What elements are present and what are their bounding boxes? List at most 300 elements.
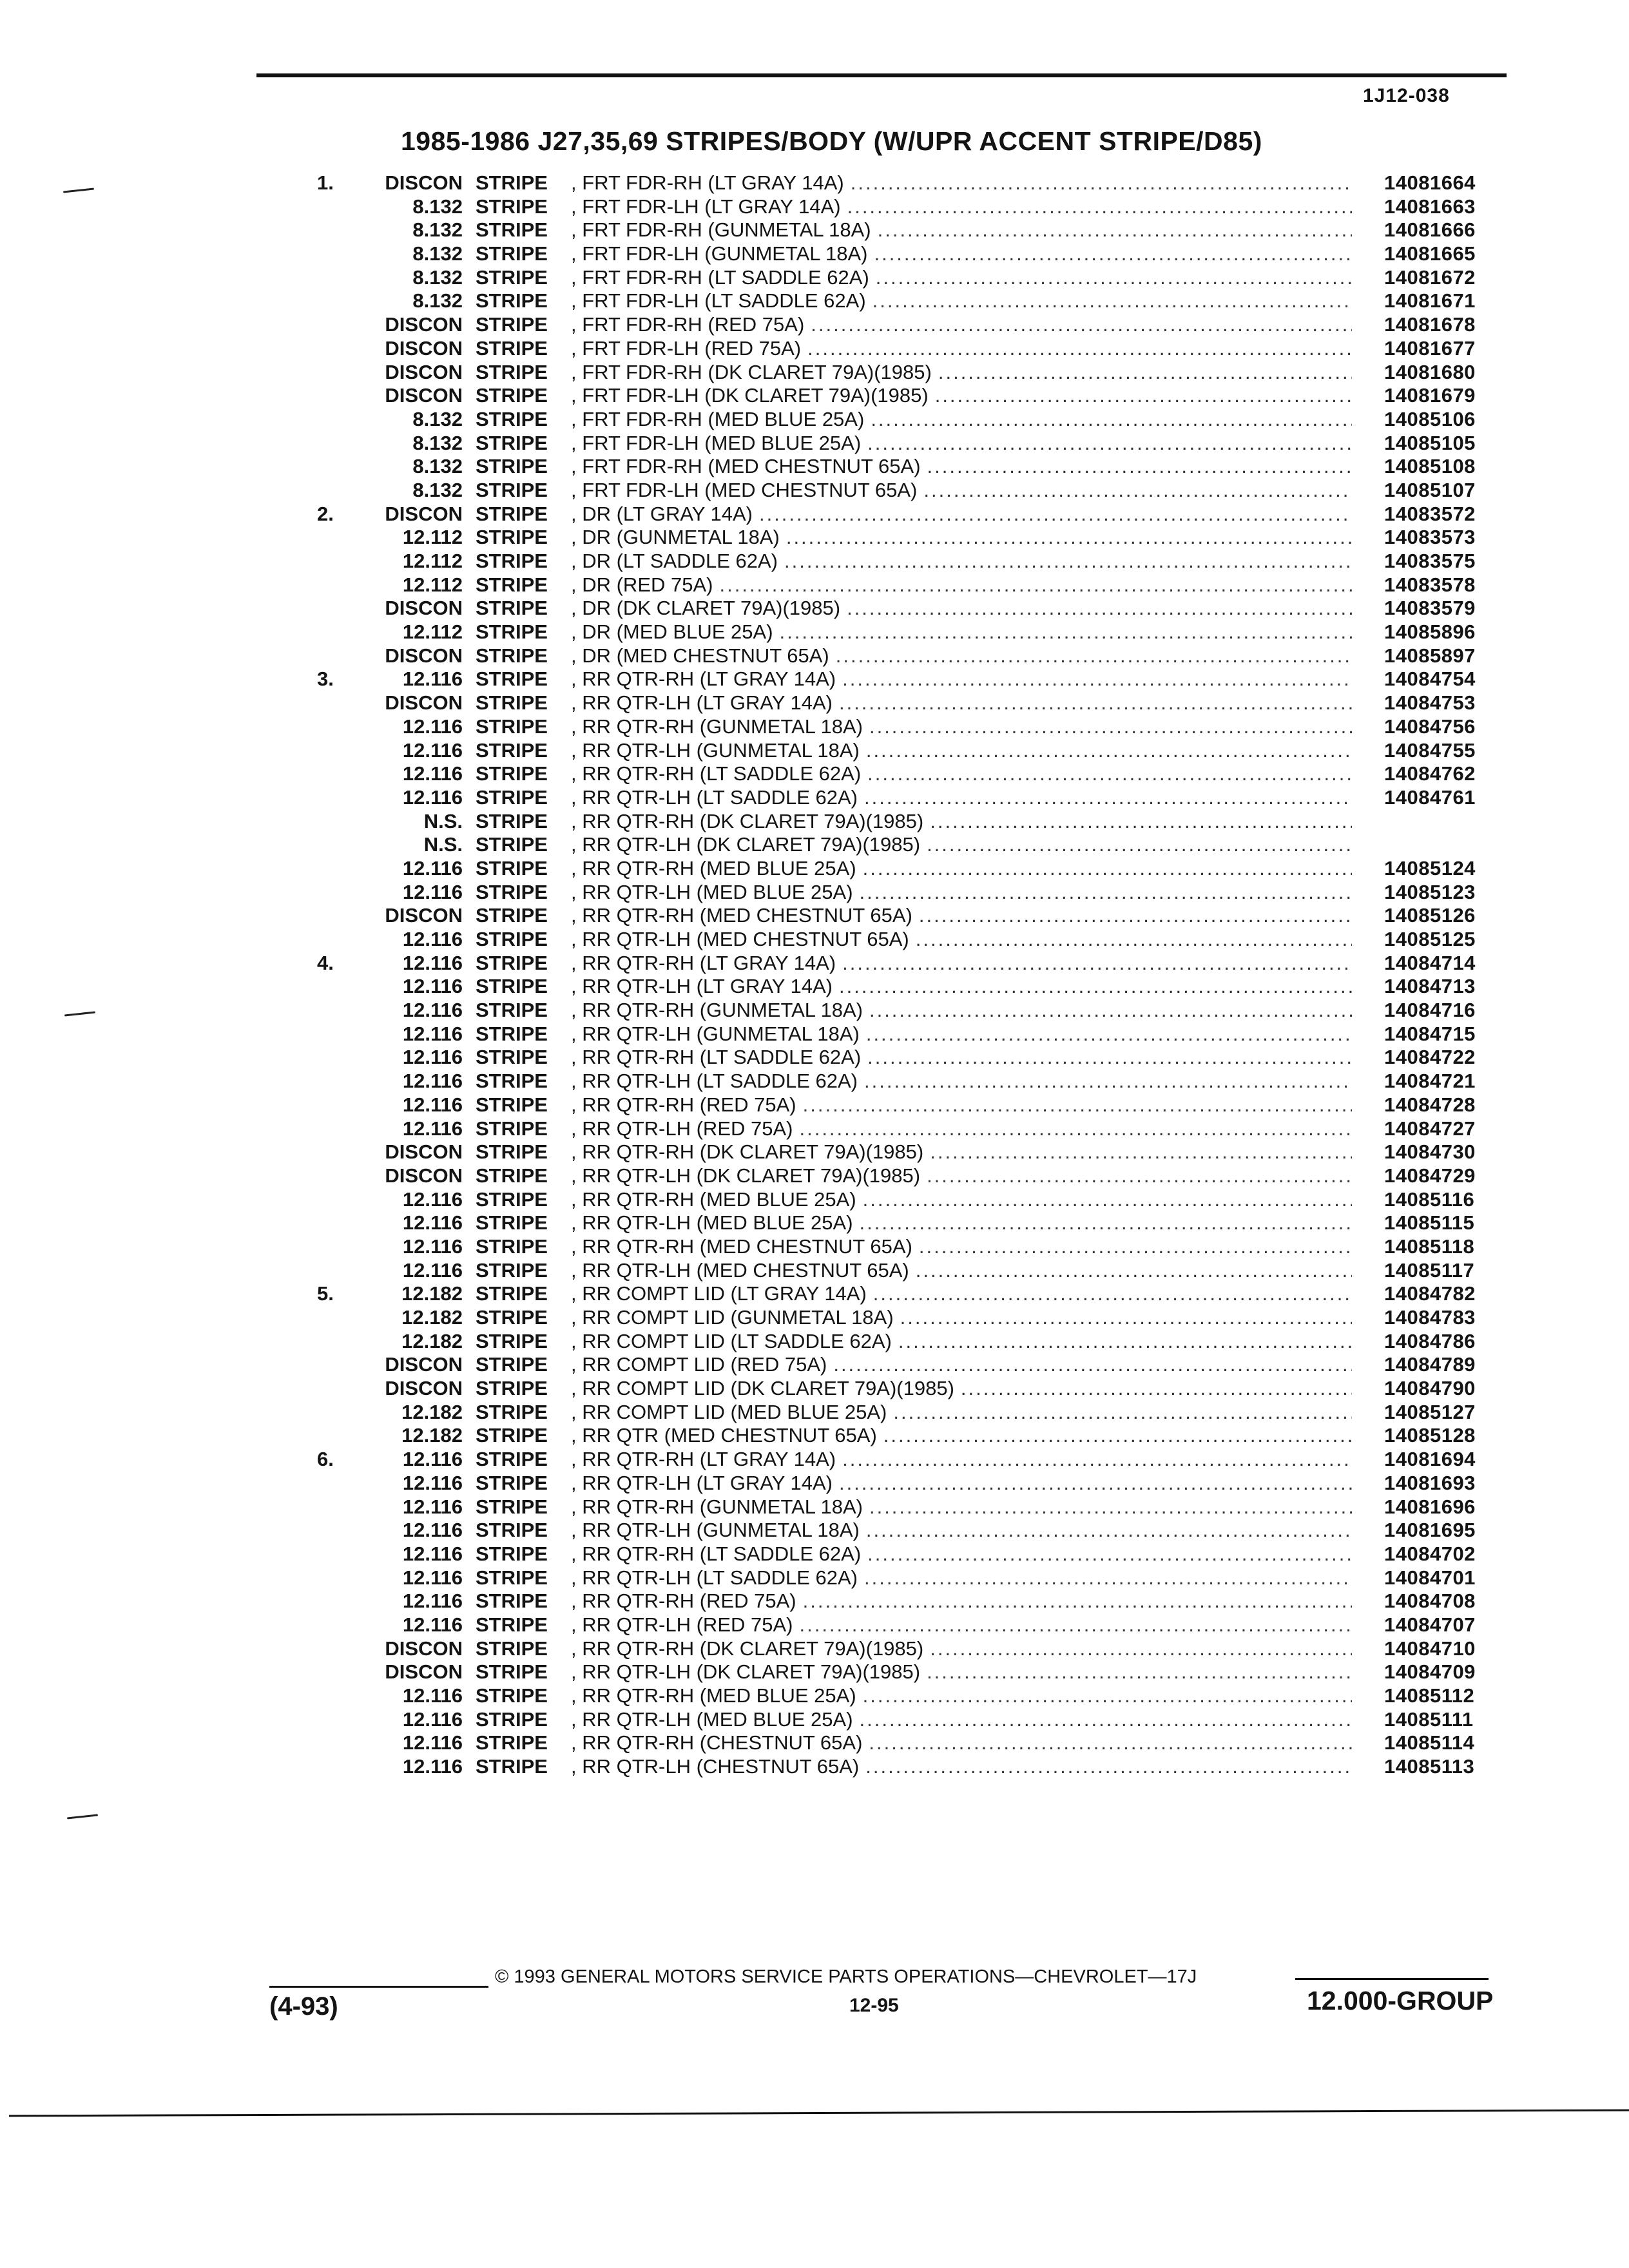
dot-leader [935, 384, 1352, 408]
part-number: 14081679 [1384, 384, 1476, 407]
part-row [0, 503, 1629, 526]
dot-leader [866, 739, 1352, 763]
part-row [0, 1377, 1629, 1401]
part-row [0, 620, 1629, 644]
part-name: STRIPE [476, 1400, 548, 1423]
part-number: 14084708 [1384, 1590, 1476, 1613]
dot-leader [869, 1495, 1352, 1519]
part-description: , RR QTR-LH (LT GRAY 14A) [571, 1471, 833, 1494]
part-number: 14084754 [1384, 668, 1476, 691]
part-row [0, 1306, 1629, 1330]
description-cell [571, 881, 1352, 905]
part-description: , RR COMPT LID (DK CLARET 79A)(1985) [571, 1377, 954, 1400]
part-number: 14085115 [1384, 1211, 1475, 1235]
part-description: , RR QTR-LH (MED CHESTNUT 65A) [571, 1258, 909, 1282]
part-description: , RR QTR-LH (CHESTNUT 65A) [571, 1755, 860, 1778]
dot-leader [893, 1401, 1352, 1425]
part-row [0, 1424, 1629, 1448]
part-row [0, 313, 1629, 337]
description-cell [571, 668, 1352, 691]
quantity-code: 8.132 [412, 195, 463, 218]
part-name: STRIPE [476, 573, 548, 596]
revision-date: (4-93) [269, 1992, 338, 2021]
dot-leader [786, 526, 1352, 550]
description-cell [571, 715, 1352, 739]
quantity-code: 12.116 [402, 856, 463, 879]
part-row [0, 1211, 1629, 1235]
part-name: STRIPE [476, 1187, 548, 1211]
description-cell [571, 1353, 1352, 1377]
part-name: STRIPE [476, 407, 548, 430]
dot-leader [869, 999, 1352, 1023]
item-number: 5. [317, 1282, 334, 1305]
quantity-code: 8.132 [412, 431, 463, 454]
part-description: , RR QTR-RH (CHESTNUT 65A) [571, 1731, 863, 1754]
dot-leader [867, 1046, 1352, 1070]
part-number: 14084727 [1384, 1117, 1476, 1140]
part-description: , FRT FDR-LH (LT SADDLE 62A) [571, 289, 866, 312]
part-row [0, 1519, 1629, 1542]
part-number: 14084755 [1384, 738, 1476, 762]
part-row [0, 242, 1629, 266]
dot-leader [898, 1330, 1352, 1354]
quantity-code: 12.116 [402, 1211, 463, 1235]
part-row [0, 904, 1629, 928]
part-row [0, 833, 1629, 857]
dot-leader [803, 1590, 1352, 1613]
part-name: STRIPE [476, 1731, 548, 1754]
quantity-code: 12.182 [401, 1329, 463, 1352]
quantity-code: DISCON [385, 1660, 463, 1684]
part-number: 14084714 [1384, 951, 1476, 974]
part-row [0, 975, 1629, 999]
dot-leader [866, 1519, 1352, 1542]
description-cell [571, 1472, 1352, 1495]
dot-leader [865, 1755, 1352, 1779]
dot-leader [874, 242, 1352, 266]
dot-leader [842, 952, 1352, 975]
dot-leader [927, 1164, 1352, 1188]
part-name: STRIPE [476, 1353, 548, 1376]
item-number: 4. [317, 951, 334, 974]
part-number: 14081663 [1384, 195, 1476, 218]
part-description: , RR QTR-LH (DK CLARET 79A)(1985) [571, 833, 921, 856]
quantity-code: 12.182 [401, 1282, 463, 1305]
quantity-code: 12.116 [402, 1566, 463, 1589]
part-description: , RR QTR-RH (LT SADDLE 62A) [571, 1046, 862, 1069]
quantity-code: 12.182 [401, 1306, 463, 1329]
part-name: STRIPE [476, 218, 548, 242]
part-name: STRIPE [476, 1448, 548, 1471]
part-name: STRIPE [476, 620, 548, 644]
part-row [0, 1566, 1629, 1590]
description-cell [571, 313, 1352, 337]
part-name: STRIPE [476, 951, 548, 974]
part-row [0, 266, 1629, 290]
part-number: 14084701 [1384, 1566, 1476, 1589]
quantity-code: 12.116 [402, 1519, 463, 1542]
dot-leader [839, 1472, 1352, 1495]
dot-leader [799, 1613, 1352, 1637]
dot-leader [883, 1424, 1352, 1448]
quantity-code: DISCON [385, 1353, 463, 1376]
section-title: 1985-1986 J27,35,69 STRIPES/BODY (W/UPR ACCENT STRIPE/D85) [401, 126, 1262, 156]
part-description: , RR QTR-LH (GUNMETAL 18A) [571, 1022, 860, 1045]
part-name: STRIPE [476, 550, 548, 572]
description-cell [571, 810, 1352, 834]
bottom-rule [9, 2109, 1629, 2117]
part-row [0, 1330, 1629, 1354]
quantity-code: 12.112 [402, 620, 463, 644]
part-number: 14084730 [1384, 1140, 1476, 1164]
part-description: , RR QTR-RH (LT GRAY 14A) [571, 668, 836, 691]
part-name: STRIPE [476, 1660, 548, 1684]
part-description: , RR QTR-RH (RED 75A) [571, 1093, 796, 1116]
part-description: , DR (LT SADDLE 62A) [571, 550, 778, 572]
dot-leader [869, 715, 1352, 739]
quantity-code: 12.112 [402, 573, 463, 596]
part-name: STRIPE [476, 1022, 548, 1045]
part-number: 14085114 [1384, 1731, 1475, 1754]
part-description: , FRT FDR-RH (GUNMETAL 18A) [571, 218, 871, 242]
description-cell [571, 432, 1352, 456]
dot-leader [871, 408, 1352, 432]
part-number: 14084716 [1384, 999, 1476, 1022]
part-number: 14084702 [1384, 1542, 1476, 1565]
quantity-code: DISCON [385, 1140, 463, 1164]
quantity-code: 12.116 [402, 1684, 463, 1707]
dot-leader [860, 881, 1352, 905]
description-cell [571, 904, 1352, 928]
part-number: 14085113 [1384, 1755, 1475, 1778]
part-number: 14084728 [1384, 1093, 1476, 1116]
part-number: 14084762 [1384, 762, 1476, 785]
part-name: STRIPE [476, 809, 548, 832]
dot-leader [916, 928, 1352, 952]
description-cell [571, 1401, 1352, 1425]
quantity-code: DISCON [385, 644, 463, 667]
part-description: , RR QTR-LH (LT SADDLE 62A) [571, 1070, 858, 1093]
part-row [0, 739, 1629, 763]
part-name: STRIPE [476, 478, 548, 501]
part-number: 14084729 [1384, 1164, 1476, 1187]
description-cell [571, 1424, 1352, 1448]
part-name: STRIPE [476, 1282, 548, 1305]
quantity-code: DISCON [385, 1164, 463, 1187]
part-description: , RR QTR-RH (LT GRAY 14A) [571, 1448, 836, 1471]
part-description: , RR COMPT LID (GUNMETAL 18A) [571, 1306, 894, 1329]
part-row [0, 1542, 1629, 1566]
quantity-code: 12.116 [402, 1022, 463, 1045]
part-description: , FRT FDR-LH (MED BLUE 25A) [571, 431, 862, 454]
part-name: STRIPE [476, 1424, 548, 1447]
part-row [0, 218, 1629, 242]
part-row [0, 1590, 1629, 1613]
part-row [0, 1093, 1629, 1117]
part-name: STRIPE [476, 644, 548, 667]
quantity-code: DISCON [385, 360, 463, 383]
part-name: STRIPE [476, 1235, 548, 1258]
dot-leader [867, 432, 1352, 456]
part-description: , RR QTR-RH (MED CHESTNUT 65A) [571, 1235, 912, 1258]
part-number: 14084715 [1384, 1022, 1476, 1045]
part-number: 14081666 [1384, 218, 1476, 242]
part-description: , RR QTR-LH (MED BLUE 25A) [571, 1211, 853, 1235]
quantity-code: 12.116 [402, 1448, 463, 1471]
part-name: STRIPE [476, 336, 548, 360]
part-name: STRIPE [476, 1519, 548, 1542]
quantity-code: 12.116 [402, 1755, 463, 1778]
quantity-code: DISCON [385, 1637, 463, 1660]
part-row [0, 1164, 1629, 1188]
part-name: STRIPE [476, 265, 548, 289]
part-description: , RR QTR-RH (MED BLUE 25A) [571, 1684, 856, 1707]
description-cell [571, 171, 1352, 195]
part-description: , RR QTR-LH (LT GRAY 14A) [571, 975, 833, 998]
quantity-code: N.S. [423, 833, 463, 856]
quantity-code: 8.132 [412, 478, 463, 501]
dot-leader [867, 762, 1352, 786]
part-description: , RR QTR-LH (DK CLARET 79A)(1985) [571, 1164, 921, 1187]
part-name: STRIPE [476, 928, 548, 950]
dot-leader [833, 1353, 1352, 1377]
dot-leader [961, 1377, 1352, 1401]
part-row [0, 644, 1629, 668]
quantity-code: N.S. [423, 809, 463, 832]
part-number: 14085117 [1384, 1258, 1475, 1282]
part-number: 14083572 [1384, 502, 1476, 525]
part-row [0, 1353, 1629, 1377]
quantity-code: 12.182 [401, 1424, 463, 1447]
description-cell [571, 1377, 1352, 1401]
description-cell [571, 597, 1352, 620]
part-name: STRIPE [476, 1117, 548, 1140]
part-name: STRIPE [476, 1258, 548, 1282]
part-name: STRIPE [476, 715, 548, 738]
quantity-code: DISCON [385, 502, 463, 525]
part-name: STRIPE [476, 171, 548, 194]
quantity-code: DISCON [385, 904, 463, 927]
part-name: STRIPE [476, 1590, 548, 1613]
part-description: , RR QTR (MED CHESTNUT 65A) [571, 1424, 877, 1447]
part-name: STRIPE [476, 1211, 548, 1235]
part-row [0, 1282, 1629, 1306]
dot-leader [847, 597, 1352, 620]
quantity-code: 12.116 [402, 1187, 463, 1211]
description-cell [571, 1542, 1352, 1566]
part-number: 14083575 [1384, 550, 1476, 572]
part-number: 14084710 [1384, 1637, 1476, 1660]
description-cell [571, 644, 1352, 668]
description-cell [571, 1093, 1352, 1117]
part-description: , RR QTR-RH (MED CHESTNUT 65A) [571, 904, 912, 927]
part-row [0, 361, 1629, 385]
dot-leader [799, 1117, 1352, 1141]
quantity-code: DISCON [385, 691, 463, 715]
part-name: STRIPE [476, 597, 548, 620]
description-cell [571, 928, 1352, 952]
item-number: 2. [317, 502, 334, 525]
part-description: , RR QTR-RH (DK CLARET 79A)(1985) [571, 1637, 924, 1660]
quantity-code: 12.116 [402, 1590, 463, 1613]
dot-leader [919, 1235, 1352, 1259]
part-number: 14084783 [1384, 1306, 1476, 1329]
description-cell [571, 762, 1352, 786]
part-name: STRIPE [476, 999, 548, 1022]
part-name: STRIPE [476, 1707, 548, 1731]
part-number: 14085125 [1384, 928, 1476, 950]
description-cell [571, 1660, 1352, 1684]
binder-hole-mark [67, 1814, 98, 1819]
part-name: STRIPE [476, 1306, 548, 1329]
part-description: , DR (MED CHESTNUT 65A) [571, 644, 829, 667]
footer-rule-left [269, 1986, 488, 1988]
description-cell [571, 573, 1352, 597]
part-description: , FRT FDR-LH (MED CHESTNUT 65A) [571, 478, 918, 501]
part-row [0, 550, 1629, 573]
part-number: 14084789 [1384, 1353, 1476, 1376]
part-row [0, 195, 1629, 219]
part-description: , FRT FDR-LH (RED 75A) [571, 336, 802, 360]
quantity-code: 12.116 [402, 1258, 463, 1282]
part-number: 14084721 [1384, 1070, 1476, 1093]
part-row [0, 526, 1629, 550]
part-row [0, 786, 1629, 810]
item-number: 3. [317, 668, 334, 691]
part-description: , DR (MED BLUE 25A) [571, 620, 773, 644]
description-cell [571, 1046, 1352, 1070]
description-cell [571, 1613, 1352, 1637]
part-name: STRIPE [476, 502, 548, 525]
dot-leader [930, 1637, 1352, 1661]
page-code: 1J12-038 [1363, 85, 1450, 106]
part-name: STRIPE [476, 455, 548, 478]
quantity-code: 12.116 [402, 762, 463, 785]
dot-leader [938, 361, 1352, 385]
part-row [0, 597, 1629, 620]
part-description: , RR QTR-LH (MED BLUE 25A) [571, 880, 853, 903]
dot-leader [860, 1211, 1352, 1235]
dot-leader [780, 620, 1352, 644]
description-cell [571, 999, 1352, 1023]
part-row [0, 384, 1629, 408]
quantity-code: 12.116 [402, 1046, 463, 1069]
part-number: 14081680 [1384, 360, 1476, 383]
description-cell [571, 218, 1352, 242]
description-cell [571, 1495, 1352, 1519]
part-row [0, 289, 1629, 313]
description-cell [571, 1330, 1352, 1354]
part-description: , FRT FDR-LH (GUNMETAL 18A) [571, 242, 868, 265]
quantity-code: 12.116 [402, 999, 463, 1022]
quantity-code: 12.116 [402, 1471, 463, 1494]
part-row [0, 1259, 1629, 1283]
part-name: STRIPE [476, 1164, 548, 1187]
description-cell [571, 1731, 1352, 1755]
part-row [0, 691, 1629, 715]
quantity-code: 12.116 [402, 715, 463, 738]
dot-leader [864, 1070, 1352, 1093]
quantity-code: 12.116 [402, 1495, 463, 1518]
quantity-code: DISCON [385, 171, 463, 194]
dot-leader [863, 1684, 1352, 1708]
copyright-notice: © 1993 GENERAL MOTORS SERVICE PARTS OPERATIONS—CHEVROLET—17J [495, 1966, 1197, 1987]
part-number: 14085105 [1384, 431, 1476, 454]
quantity-code: 12.182 [401, 1400, 463, 1423]
part-number: 14085123 [1384, 880, 1476, 903]
quantity-code: 12.116 [402, 1542, 463, 1565]
part-description: , FRT FDR-RH (MED CHESTNUT 65A) [571, 455, 921, 478]
quantity-code: 12.116 [402, 1707, 463, 1731]
quantity-code: 12.116 [402, 975, 463, 998]
description-cell [571, 289, 1352, 313]
part-name: STRIPE [476, 880, 548, 903]
dot-leader [784, 550, 1352, 573]
description-cell [571, 503, 1352, 526]
item-number: 1. [317, 171, 334, 194]
part-number: 14083573 [1384, 526, 1476, 549]
dot-leader [759, 503, 1352, 526]
top-rule [256, 73, 1507, 77]
description-cell [571, 1755, 1352, 1779]
description-cell [571, 266, 1352, 290]
description-cell [571, 833, 1352, 857]
quantity-code: 8.132 [412, 265, 463, 289]
part-number: 14084756 [1384, 715, 1476, 738]
part-name: STRIPE [476, 738, 548, 762]
part-number: 14085112 [1384, 1684, 1475, 1707]
part-description: , RR QTR-RH (DK CLARET 79A)(1985) [571, 809, 924, 832]
part-row [0, 1070, 1629, 1093]
part-description: , FRT FDR-RH (LT GRAY 14A) [571, 171, 844, 194]
description-cell [571, 1590, 1352, 1613]
part-number: 14081694 [1384, 1448, 1476, 1471]
part-name: STRIPE [476, 1046, 548, 1069]
dot-leader [811, 313, 1352, 337]
part-number: 14081672 [1384, 265, 1476, 289]
part-number: 14084786 [1384, 1329, 1476, 1352]
description-cell [571, 195, 1352, 219]
part-description: , RR QTR-RH (MED BLUE 25A) [571, 856, 856, 879]
part-description: , RR COMPT LID (RED 75A) [571, 1353, 827, 1376]
part-number: 14085118 [1384, 1235, 1475, 1258]
description-cell [571, 952, 1352, 975]
part-row [0, 1637, 1629, 1661]
part-number: 14085128 [1384, 1424, 1476, 1447]
part-description: , RR QTR-RH (RED 75A) [571, 1590, 796, 1613]
description-cell [571, 550, 1352, 573]
part-description: , RR QTR-LH (GUNMETAL 18A) [571, 1519, 860, 1542]
part-description: , RR QTR-LH (LT SADDLE 62A) [571, 1566, 858, 1589]
part-number: 14084753 [1384, 691, 1476, 715]
part-number: 14085108 [1384, 455, 1476, 478]
part-row [0, 1117, 1629, 1141]
part-row [0, 668, 1629, 691]
part-number: 14084761 [1384, 785, 1476, 809]
part-name: STRIPE [476, 691, 548, 715]
part-description: , RR QTR-LH (GUNMETAL 18A) [571, 738, 860, 762]
part-name: STRIPE [476, 833, 548, 856]
part-description: , RR QTR-RH (LT SADDLE 62A) [571, 762, 862, 785]
quantity-code: 12.116 [402, 951, 463, 974]
part-name: STRIPE [476, 384, 548, 407]
description-cell [571, 1117, 1352, 1141]
part-name: STRIPE [476, 1070, 548, 1093]
dot-leader [842, 1448, 1352, 1472]
part-description: , RR QTR-LH (LT SADDLE 62A) [571, 785, 858, 809]
part-row [0, 928, 1629, 952]
quantity-code: 12.112 [402, 526, 463, 549]
